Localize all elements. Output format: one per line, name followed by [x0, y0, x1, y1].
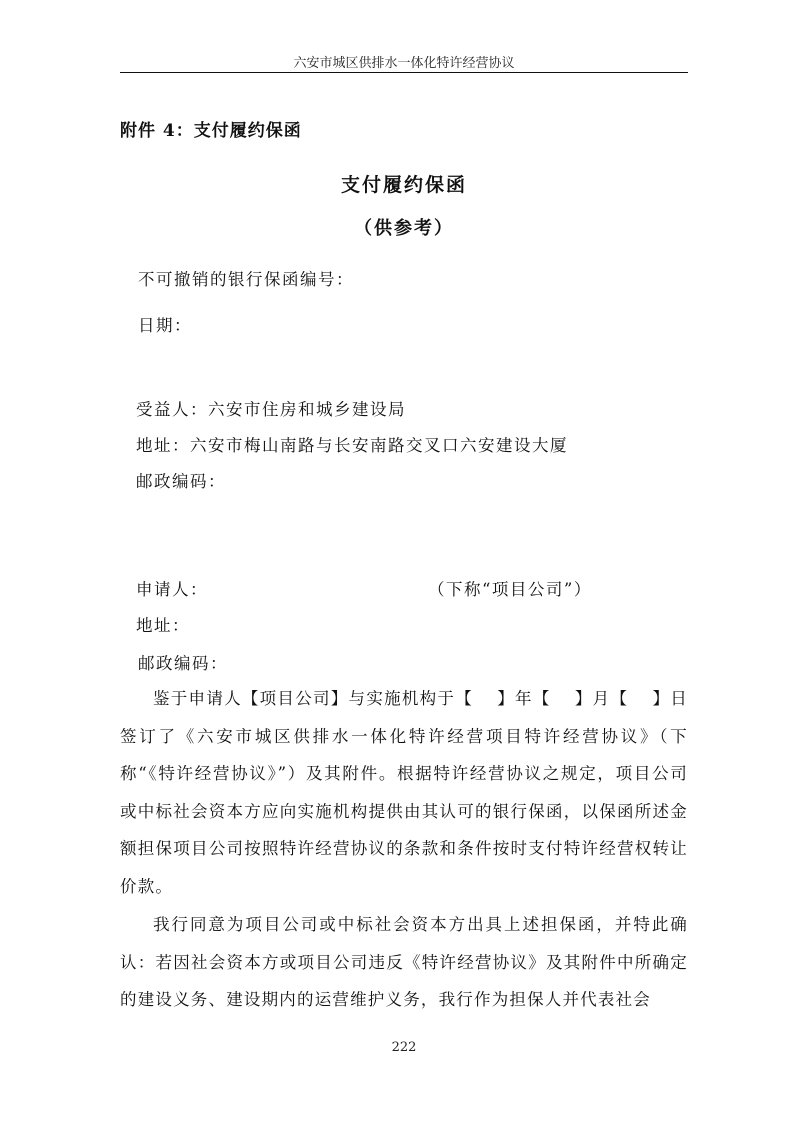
running-header: 六安市城区供排水一体化特许经营协议: [293, 56, 515, 71]
guarantee-number-field: 不可撤销的银行保函编号：: [138, 270, 354, 289]
beneficiary-address-field: 地址：六安市梅山南路与长安南路交叉口六安建设大厦: [136, 436, 568, 455]
body-paragraph: 鉴于申请人【项目公司】与实施机构于【 】年【 】月【 】日签订了《六安市城区供排水一体化特许经营项目特许经营协议》（下称“《特许经营协议》”）及其附件。根据特许经营协议之规定，项目公司或中标社会资本方应向实施机构提供由其认可的银行保函，以保函所述金额担保项目公司按照特许经营协议的条款和条件按时支付特许经营权转让价款。: [120, 689, 688, 896]
applicant-postcode-field: 邮政编码：: [138, 654, 228, 673]
date-field: 日期：: [138, 316, 192, 335]
beneficiary-postcode-field: 邮政编码：: [136, 472, 226, 491]
applicant-alias: （下称“项目公司”）: [428, 580, 592, 599]
document-subtitle: （供参考）: [354, 218, 454, 239]
attachment-heading: 附件 4：支付履约保函: [120, 121, 302, 141]
applicant-address-field: 地址：: [136, 616, 190, 635]
beneficiary-field: 受益人：六安市住房和城乡建设局: [136, 400, 406, 419]
body-paragraph: 我行同意为项目公司或中标社会资本方出具上述担保函，并特此确认：若因社会资本方或项目公司违反《特许经营协议》及其附件中所确定的建设义务、建设期内的运营维护义务，我行作为担保人并代表社会: [120, 915, 688, 1009]
header-divider: [120, 72, 688, 73]
document-title: 支付履约保函: [340, 174, 467, 196]
applicant-field: 申请人：: [136, 580, 208, 599]
page-number: 222: [391, 1040, 417, 1055]
